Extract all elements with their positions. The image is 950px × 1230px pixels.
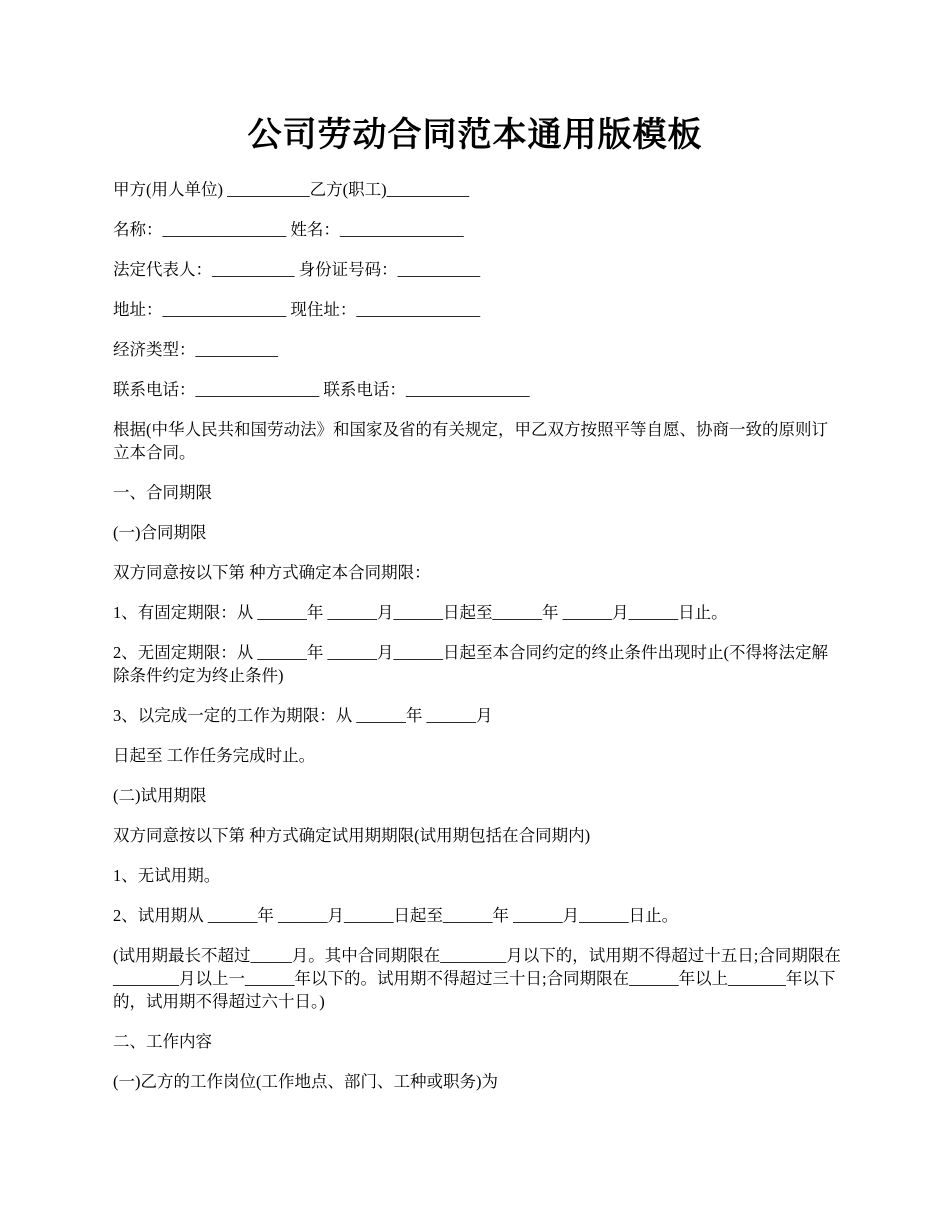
task-term-end-line: 日起至 工作任务完成时止。 [113, 746, 316, 765]
probation-period-line: 2、试用期从 ______年 ______月______日起至______年 ______月______日止。 [113, 906, 679, 925]
open-term-line: 2、无固定期限：从 ______年 ______月______日起至本合同约定的终止条件出现时止(不得将法定解除条件约定为终止条件) [113, 643, 828, 685]
phone-line: 联系电话：_______________ 联系电话：_______________ [113, 380, 530, 399]
probation-method-line: 双方同意按以下第 种方式确定试用期期限(试用期包括在合同期内) [113, 826, 591, 845]
subsection-contract-term: (一)合同期限 [113, 523, 207, 542]
name-line: 名称：_______________ 姓名：_______________ [113, 220, 464, 239]
address-line: 地址：_______________ 现住址：_______________ [113, 300, 481, 319]
no-probation-line: 1、无试用期。 [113, 866, 221, 885]
term-method-line: 双方同意按以下第 种方式确定本合同期限： [113, 563, 431, 582]
task-term-line: 3、以完成一定的工作为期限：从 ______年 ______月 [113, 706, 493, 725]
representative-id-line: 法定代表人：__________ 身份证号码：__________ [113, 260, 481, 279]
party-header-line: 甲方(用人单位) __________乙方(职工)__________ [113, 180, 470, 199]
fixed-term-line: 1、有固定期限：从 ______年 ______月______日起至______年 ______月______日止。 [113, 603, 728, 622]
document-body [113, 178, 843, 1110]
section-heading-term: 一、合同期限 [113, 483, 212, 502]
document-title: 公司劳动合同范本通用版模板 [247, 115, 703, 155]
section-heading-work: 二、工作内容 [113, 1032, 212, 1051]
probation-limits-paragraph: (试用期最长不超过_____月。其中合同期限在________月以下的，试用期不得超过十五日;合同期限在________月以上一______年以下的。试用期不得超过三十日;合同期限在______年以上_______年以下的，试用期不得超过六十日。) [113, 946, 841, 1011]
work-position-line: (一)乙方的工作岗位(工作地点、部门、工种或职务)为 [113, 1072, 498, 1091]
economic-type-line: 经济类型：__________ [113, 340, 278, 359]
subsection-probation: (二)试用期限 [113, 786, 207, 805]
preamble-paragraph: 根据(中华人民共和国劳动法》和国家及省的有关规定，甲乙双方按照平等自愿、协商一致的原则订立本合同。 [113, 420, 828, 462]
